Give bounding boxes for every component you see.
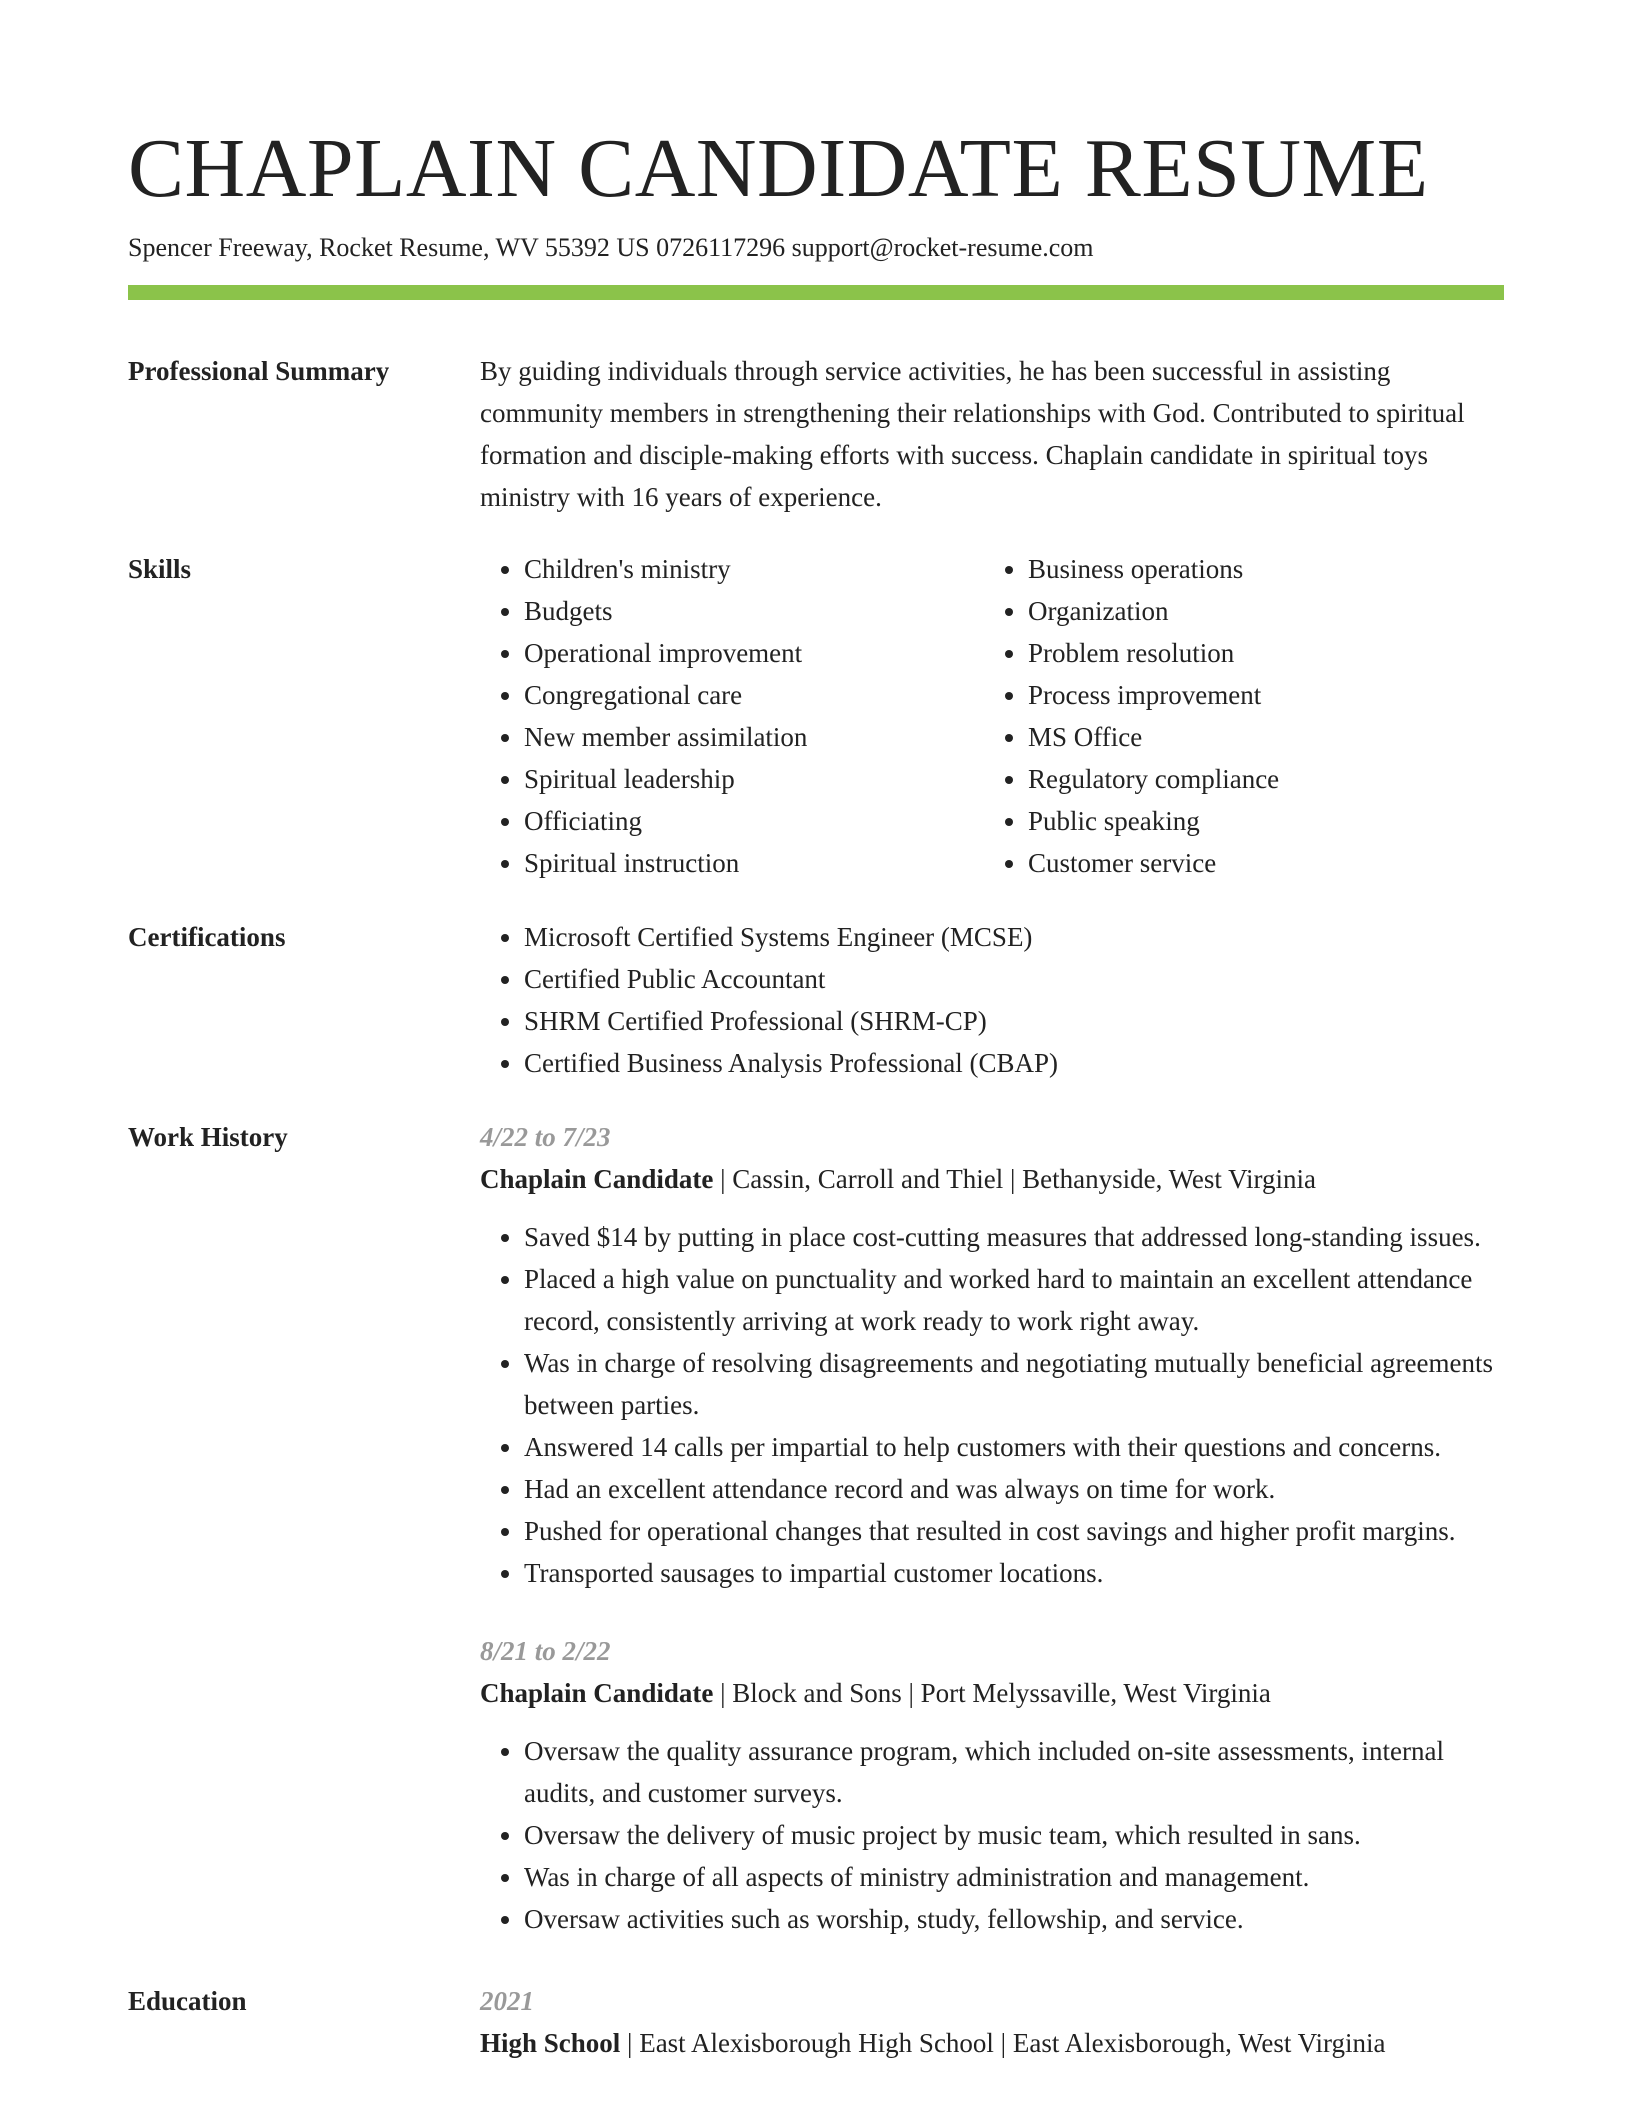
certification-item: • Microsoft Certified Systems Engineer (MCSE): [524, 916, 1504, 958]
job-duty-item: • Had an excellent attendance record and was always on time for work.: [524, 1468, 1504, 1510]
skills-body: [480, 548, 1504, 884]
skill-item: • MS Office: [1028, 716, 1488, 758]
job-duty-item: • Oversaw activities such as worship, study, fellowship, and service.: [524, 1898, 1504, 1940]
certifications-section: [128, 916, 1504, 1084]
skill-item: • Budgets: [524, 590, 984, 632]
job-duty-item: • Transported sausages to impartial customer locations.: [524, 1552, 1504, 1594]
certifications-body: [480, 916, 1504, 1084]
skills-list-right: [984, 548, 1488, 884]
work-history-body: [480, 1116, 1504, 1940]
skills-list-left: [480, 548, 984, 884]
skill-item: • Operational improvement: [524, 632, 984, 674]
skill-item: • Customer service: [1028, 842, 1488, 884]
job-title: Chaplain Candidate: [480, 1164, 714, 1194]
skill-item: • Public speaking: [1028, 800, 1488, 842]
summary-section: [128, 350, 1504, 518]
job-title: Chaplain Candidate: [480, 1678, 714, 1708]
job-duty-item: • Oversaw the delivery of music project by music team, which resulted in sans.: [524, 1814, 1504, 1856]
education-section: [128, 1980, 1504, 2064]
certification-item: • Certified Public Accountant: [524, 958, 1504, 1000]
skill-item: • New member assimilation: [524, 716, 984, 758]
section-label-summary: Professional Summary: [128, 356, 390, 386]
job-duty-item: • Pushed for operational changes that resulted in cost savings and higher profit margins.: [524, 1510, 1504, 1552]
resume-page: [128, 0, 1504, 2064]
job-heading: [480, 1672, 1504, 1714]
skill-item: • Congregational care: [524, 674, 984, 716]
education-school-location: | East Alexisborough High School | East Alexisborough, West Virginia: [620, 2028, 1386, 2058]
skill-item: • Officiating: [524, 800, 984, 842]
job-duty-item: • Placed a high value on punctuality and worked hard to maintain an excellent attendance record, consistently arriving at work ready to work right away.: [524, 1258, 1504, 1342]
summary-body: [480, 350, 1504, 518]
job-heading: [480, 1158, 1504, 1200]
skill-item: • Problem resolution: [1028, 632, 1488, 674]
section-label-skills: Skills: [128, 554, 192, 584]
skill-item: • Organization: [1028, 590, 1488, 632]
job-employer-location: | Cassin, Carroll and Thiel | Bethanyside, West Virginia: [713, 1164, 1317, 1194]
skill-item: • Process improvement: [1028, 674, 1488, 716]
section-label-education: Education: [128, 1986, 247, 2016]
certification-item: • SHRM Certified Professional (SHRM-CP): [524, 1000, 1504, 1042]
job-dates: 8/21 to 2/22: [480, 1636, 611, 1666]
job-employer-location: | Block and Sons | Port Melyssaville, West Virginia: [713, 1678, 1271, 1708]
job-entry: [480, 1116, 1504, 1594]
accent-divider: [128, 285, 1504, 300]
education-heading: [480, 2022, 1504, 2064]
skills-section: [128, 548, 1504, 884]
job-duty-item: • Was in charge of all aspects of ministry administration and management.: [524, 1856, 1504, 1898]
summary-text: By guiding individuals through service activities, he has been successful in assisting community members in strengthening their relationships with God. Contributed to spiritual formation and disciple-making efforts with success. Chaplain candidate in spiritual toys ministry with 16 years of experience.: [480, 356, 1465, 512]
skill-item: • Regulatory compliance: [1028, 758, 1488, 800]
job-dates: 4/22 to 7/23: [480, 1122, 611, 1152]
job-duties-list: [480, 1216, 1504, 1594]
resume-title: CHAPLAIN CANDIDATE RESUME: [128, 122, 1429, 215]
contact-line: Spencer Freeway, Rocket Resume, WV 55392 US 0726117296 support@rocket-resume.com: [128, 233, 1094, 262]
job-duties-list: [480, 1730, 1504, 1940]
skill-item: • Children's ministry: [524, 548, 984, 590]
section-label-work-history: Work History: [128, 1122, 288, 1152]
job-entry: [480, 1630, 1504, 1940]
education-dates: 2021: [480, 1986, 534, 2016]
work-history-section: [128, 1116, 1504, 1940]
job-duty-item: • Answered 14 calls per impartial to help customers with their questions and concerns.: [524, 1426, 1504, 1468]
education-body: [480, 1980, 1504, 2064]
skill-item: • Spiritual leadership: [524, 758, 984, 800]
job-duty-item: • Oversaw the quality assurance program, which included on-site assessments, internal audits, and customer surveys.: [524, 1730, 1504, 1814]
skill-item: • Spiritual instruction: [524, 842, 984, 884]
skill-item: • Business operations: [1028, 548, 1488, 590]
certifications-list: [480, 916, 1504, 1084]
job-duty-item: • Saved $14 by putting in place cost-cutting measures that addressed long-standing issues.: [524, 1216, 1504, 1258]
certification-item: • Certified Business Analysis Professional (CBAP): [524, 1042, 1504, 1084]
education-degree: High School: [480, 2028, 621, 2058]
section-label-certifications: Certifications: [128, 922, 286, 952]
job-duty-item: • Was in charge of resolving disagreements and negotiating mutually beneficial agreements between parties.: [524, 1342, 1504, 1426]
